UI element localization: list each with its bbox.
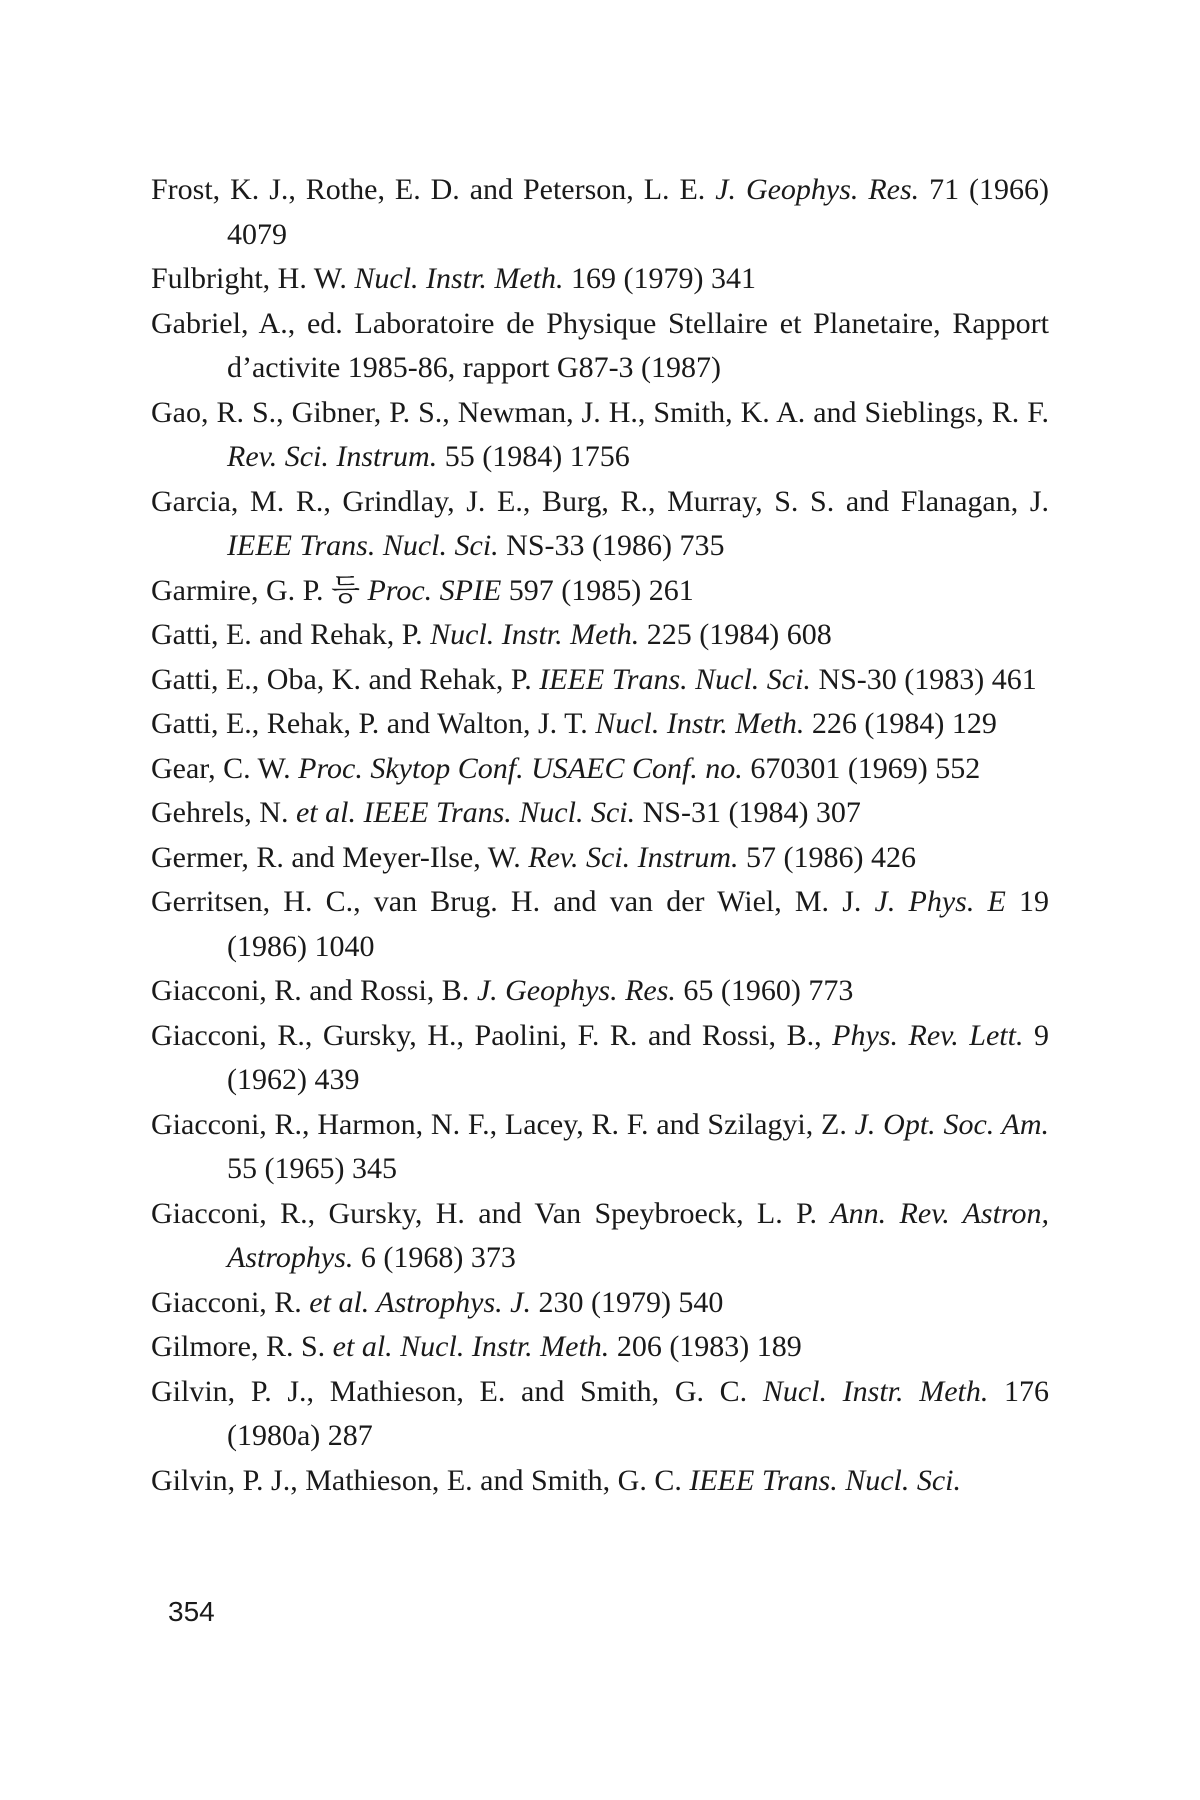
reference-entry	[151, 1014, 1049, 1103]
reference-entry	[151, 1459, 1049, 1504]
reference-text: Giacconi, R., Gursky, H., Paolini, F. R. and Rossi, B.,	[151, 1018, 833, 1052]
reference-text: Germer, R. and Meyer-Ilse, W.	[151, 840, 529, 874]
journal-title: Nucl. Instr. Meth.	[595, 707, 805, 740]
reference-text: Gabriel, A., ed. Laboratoire de Physique Stellaire et Planetaire, Rapport d’activite 1985-86, rapport G87-3 (1987)	[151, 306, 1049, 384]
reference-text: 226 (1984) 129	[804, 707, 997, 740]
reference-text: Gehrels, N.	[151, 796, 296, 829]
reference-text: Gatti, E., Rehak, P. and Walton, J. T.	[151, 707, 596, 740]
reference-text: 19 (1986) 1040	[227, 885, 1049, 963]
journal-title: Rev. Sci. Instrum.	[227, 440, 438, 473]
reference-text: Gilmore, R. S.	[151, 1330, 333, 1363]
reference-entry	[151, 747, 1049, 792]
reference-text: 230 (1979) 540	[530, 1285, 724, 1319]
reference-list	[151, 168, 1049, 1503]
journal-title: Nucl. Instr. Meth.	[430, 618, 640, 651]
reference-text: 670301 (1969) 552	[742, 751, 981, 785]
reference-entry	[151, 791, 1049, 836]
reference-entry	[151, 658, 1049, 703]
journal-title: Nucl. Instr. Meth.	[762, 1374, 989, 1408]
reference-text: Gatti, E. and Rehak, P.	[151, 618, 431, 651]
reference-entry	[151, 1281, 1049, 1326]
reference-entry	[151, 1370, 1049, 1459]
reference-entry	[151, 391, 1049, 480]
reference-entry	[151, 613, 1049, 658]
reference-entry	[151, 1192, 1049, 1281]
reference-entry	[151, 1325, 1049, 1370]
reference-text: Garmire, G. P. 등	[151, 573, 368, 607]
reference-entry	[151, 257, 1049, 302]
reference-text: Gerritsen, H. C., van Brug. H. and van der Wiel, M. J.	[151, 885, 875, 918]
page-number: 354	[168, 1596, 215, 1627]
reference-text: NS-30 (1983) 461	[810, 662, 1037, 696]
journal-title: Proc. Skytop Conf. USAEC Conf. no.	[298, 751, 743, 785]
reference-text: Frost, K. J., Rothe, E. D. and Peterson, L. E.	[151, 173, 716, 206]
reference-text: Garcia, M. R., Grindlay, J. E., Burg, R., Murray, S. S. and Flanagan, J.	[151, 484, 1049, 518]
reference-text: Fulbright, H. W.	[151, 262, 355, 295]
reference-entry	[151, 302, 1049, 391]
journal-title: J. Geophys. Res.	[715, 173, 920, 206]
reference-text: Gatti, E., Oba, K. and Rehak, P.	[151, 662, 540, 696]
reference-text: 206 (1983) 189	[609, 1330, 802, 1363]
reference-entry	[151, 836, 1049, 881]
reference-text: NS-33 (1986) 735	[498, 529, 725, 562]
reference-text: Gear, C. W.	[151, 751, 299, 785]
journal-title: J. Opt. Soc. Am.	[854, 1107, 1049, 1141]
journal-title: et al. Astrophys. J.	[309, 1285, 531, 1319]
reference-text: 57 (1986) 426	[738, 840, 916, 874]
journal-title: IEEE Trans. Nucl. Sci.	[227, 529, 499, 562]
reference-entry	[151, 569, 1049, 614]
reference-text: Gao, R. S., Gibner, P. S., Newman, J. H., Smith, K. A. and Sieblings, R. F.	[151, 395, 1049, 429]
journal-title: et al. Nucl. Instr. Meth.	[332, 1330, 610, 1363]
reference-text: 6 (1968) 373	[353, 1241, 516, 1274]
reference-text: Giacconi, R., Gursky, H. and Van Speybroeck, L. P.	[151, 1196, 831, 1230]
reference-entry	[151, 1103, 1049, 1192]
reference-text: Gilvin, P. J., Mathieson, E. and Smith, G. C.	[151, 1374, 763, 1408]
journal-title: Nucl. Instr. Meth.	[354, 262, 564, 295]
reference-entry	[151, 168, 1049, 257]
reference-text: Giacconi, R. and Rossi, B.	[151, 974, 477, 1007]
reference-entry	[151, 480, 1049, 569]
journal-title: Rev. Sci. Instrum.	[528, 840, 739, 874]
reference-text: Gilvin, P. J., Mathieson, E. and Smith, G. C.	[151, 1463, 690, 1497]
reference-text: Giacconi, R., Harmon, N. F., Lacey, R. F. and Szilagyi, Z.	[151, 1107, 855, 1141]
reference-text: 176 (1980a) 287	[227, 1374, 1050, 1452]
reference-text: 169 (1979) 341	[563, 262, 757, 295]
reference-text: 71 (1966) 4079	[227, 173, 1049, 251]
reference-text: 597 (1985) 261	[501, 573, 694, 607]
reference-text: 55 (1984) 1756	[437, 440, 630, 473]
reference-text: 9 (1962) 439	[227, 1018, 1050, 1096]
journal-title: IEEE Trans. Nucl. Sci.	[689, 1463, 962, 1497]
journal-title: Ann. Rev. Astron, Astrophys.	[227, 1196, 1049, 1274]
reference-text: 225 (1984) 608	[639, 618, 832, 651]
journal-title: et al. IEEE Trans. Nucl. Sci.	[295, 796, 636, 829]
reference-text: Giacconi, R.	[151, 1285, 310, 1319]
journal-title: J. Geophys. Res.	[476, 974, 676, 1007]
reference-text: 65 (1960) 773	[675, 974, 854, 1007]
reference-entry	[151, 880, 1049, 969]
reference-text: NS-31 (1984) 307	[635, 796, 861, 829]
reference-entry	[151, 702, 1049, 747]
journal-title: Proc. SPIE	[367, 573, 502, 607]
journal-title: J. Phys. E	[874, 885, 1006, 918]
journal-title: Phys. Rev. Lett.	[832, 1018, 1024, 1052]
reference-entry	[151, 969, 1049, 1014]
journal-title: IEEE Trans. Nucl. Sci.	[539, 662, 811, 696]
reference-text: 55 (1965) 345	[227, 1152, 397, 1185]
